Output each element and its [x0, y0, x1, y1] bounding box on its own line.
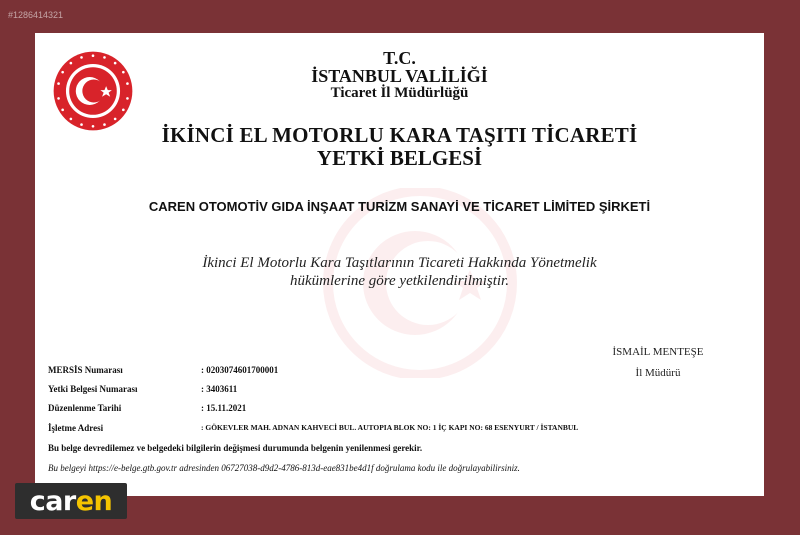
detail-label: Düzenlenme Tarihi [48, 403, 122, 413]
official-title: İl Müdürü [635, 367, 681, 379]
document-title-line1: İKİNCİ EL MOTORLU KARA TAŞITI TİCARETİ [161, 123, 638, 147]
detail-value: : 3403611 [201, 384, 238, 394]
header-mudurluk: Ticaret İl Müdürlüğü [330, 85, 469, 101]
company-name: CAREN OTOMOTİV GIDA İNŞAAT TURİZM SANAYİ VE TİCARET LİMİTED ŞİRKETİ [148, 199, 651, 214]
header-tc: T.C. [383, 48, 416, 68]
header-valilik: İSTANBUL VALİLİĞİ [311, 66, 488, 86]
transfer-note: Bu belge devredilemez ve belgedeki bilgilerin değişmesi durumunda belgenin yenilenmesi gerekir. [48, 443, 423, 453]
verification-note: Bu belgeyi https://e-belge.gtb.gov.tr adresinden 06727038-d9d2-4786-813d-eae831be4d1f doğrulama kodu ile doğrulayabilirsiniz. [48, 463, 520, 473]
stock-image-id: #1286414321 [8, 10, 64, 20]
detail-value: : 0203074601700001 [201, 365, 279, 375]
official-name: İSMAİL MENTEŞE [612, 346, 704, 358]
logo-text-part2: en [75, 485, 113, 517]
statement-line1: İkinci El Motorlu Kara Taşıtlarının Ticareti Hakkında Yönetmelik [202, 255, 597, 271]
detail-value: : GÖKEVLER MAH. ADNAN KAHVECİ BUL. AUTOPIA BLOK NO: 1 İÇ KAPI NO: 68 ESENYURT / İSTANBUL [201, 423, 579, 432]
detail-label: MERSİS Numarası [48, 365, 123, 375]
certificate-document [35, 33, 764, 496]
statement-line2: hükümlerine göre yetkilendirilmiştir. [290, 273, 509, 289]
caren-logo [15, 483, 127, 519]
document-title-line2: YETKİ BELGESİ [316, 146, 483, 170]
logo-text-part1: car [29, 485, 76, 517]
detail-label: Yetki Belgesi Numarası [48, 384, 138, 394]
detail-value: : 15.11.2021 [201, 403, 247, 413]
detail-label: İşletme Adresi [48, 423, 104, 433]
